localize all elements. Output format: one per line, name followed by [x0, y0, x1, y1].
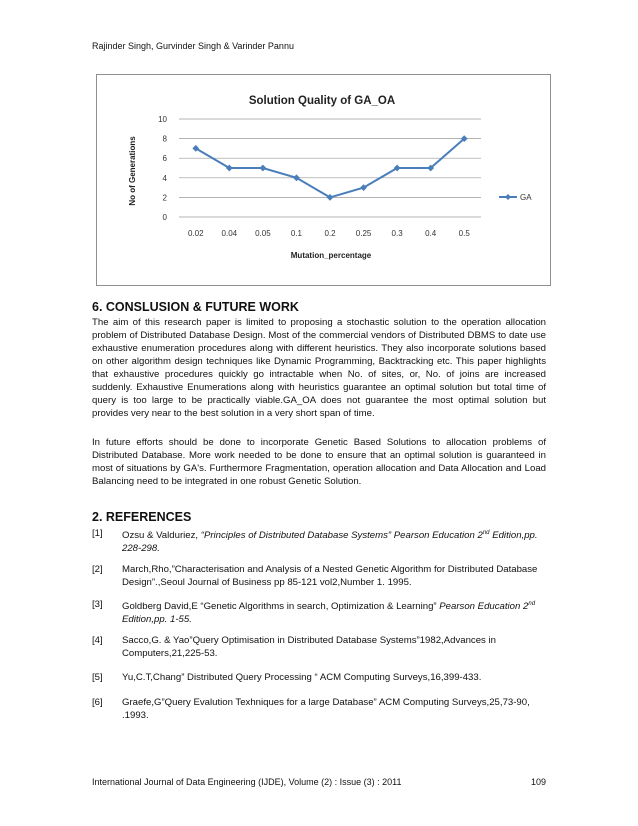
references-heading: 2. REFERENCES: [92, 510, 192, 524]
x-tick-label: 0.4: [425, 229, 437, 238]
reference-title: “Principles of Distributed Database Systems” Pearson Education 2: [200, 530, 483, 542]
reference-number: [6]: [92, 697, 103, 708]
reference-number: [2]: [92, 564, 103, 575]
legend-label: GA: [520, 193, 532, 202]
reference-item: [92, 598, 546, 626]
reference-authors: Ozsu & Valduriez,: [122, 530, 201, 542]
reference-number: [3]: [92, 599, 103, 610]
reference-text: March,Rho,”Characterisation and Analysis of a Nested Genetic Algorithm for Distributed Database Design”.,Seoul Journal of Business pp 85-121 vol2,Number 1. 1995.: [122, 564, 538, 588]
x-axis-label: Mutation_percentage: [290, 251, 372, 260]
y-axis-label: No of Generations: [128, 136, 137, 206]
chart-svg: [97, 75, 552, 287]
reference-edition: Edition,pp. 228-298.: [122, 530, 538, 555]
x-tick-label: 0.3: [391, 229, 403, 238]
x-tick-label: 0.04: [221, 229, 238, 238]
x-tick-label: 0.02: [187, 229, 204, 238]
reference-number: [4]: [92, 635, 103, 646]
series-line: [196, 139, 464, 198]
reference-superscript: nd: [482, 530, 490, 536]
reference-superscript: nd: [528, 601, 536, 607]
y-tick-label: 2: [162, 193, 167, 203]
page-number: 109: [530, 777, 546, 787]
x-tick-label: 0.25: [355, 229, 372, 238]
y-tick-label: 4: [162, 173, 167, 183]
y-tick-label: 8: [162, 134, 167, 144]
data-point: [259, 165, 266, 172]
reference-edition: Edition,pp. 1-55.: [122, 614, 192, 626]
reference-authors: Goldberg David,E “Genetic Algorithms in search, Optimization & Learning”: [122, 601, 440, 613]
conclusion-heading: 6. CONSLUSION & FUTURE WORK: [92, 300, 299, 314]
x-tick-label: 0.2: [324, 229, 336, 238]
page-footer: [92, 777, 546, 787]
reference-number: [1]: [92, 528, 103, 539]
x-tick-label: 0.1: [290, 229, 303, 238]
line-chart: [96, 74, 551, 286]
reference-item: [92, 671, 546, 684]
conclusion-paragraph-2: In future efforts should be done to incorporate Genetic Based Solutions to allocation problems of Distributed Database. More work needed to be done to ensure that an optimal solution is guaranteed in most of situations by GA's. Furthermore Fragmentation, operation allocation and Data Allocation and Load Balancing need to be integrated in one robust Genetic Solution.: [92, 437, 546, 487]
x-tick-label: 0.5: [458, 229, 470, 238]
y-tick-label: 10: [158, 115, 167, 124]
reference-item: [92, 563, 546, 589]
reference-text: Graefe,G”Query Evalution Texhniques for a large Database” ACM Computing Surveys,25,73-90, .1993.: [122, 697, 530, 721]
conclusion-paragraph-1: The aim of this research paper is limited to proposing a stochastic solution to the operation allocation problem of Distributed Database Design. Most of the commercial vendors of Distributed DBMS to date use exhaustive enumeration procedures along with different heuristics. They also incorporate solutions based on other algorithm design techniques like Dynamic Programming, Backtracking etc. This paper highlights that exhaustive procedures quickly go intractable when No. of sites, or, No. of joins are increased suddenly. Exhaustive Enumerations along with heuristics guarantee an optimal solution but total time of query is too large to be practically viable.GA_OA does not guarantee the most optimal solution but provides very near to the best solution in a very short span of time.: [92, 317, 546, 419]
running-header: Rajinder Singh, Gurvinder Singh & Varinder Pannu: [92, 41, 294, 51]
reference-item: [92, 527, 546, 555]
reference-number: [5]: [92, 672, 103, 683]
y-tick-label: 6: [162, 154, 167, 164]
legend-marker: [505, 194, 511, 200]
x-tick-label: 0.05: [255, 229, 271, 238]
reference-text: Yu,C.T,Chang” Distributed Query Processing “ ACM Computing Surveys,16,399-433.: [122, 672, 482, 683]
reference-text: Sacco,G. & Yao”Query Optimisation in Distributed Database Systems”1982,Advances in Computers,21,225-53.: [122, 635, 496, 659]
reference-item: [92, 634, 546, 660]
reference-item: [92, 696, 546, 722]
reference-title: Pearson Education 2: [439, 601, 529, 613]
y-tick-label: 0: [162, 213, 167, 222]
chart-title: Solution Quality of GA_OA: [248, 95, 396, 107]
footer-journal: International Journal of Data Engineering (IJDE), Volume (2) : Issue (3) : 2011: [92, 777, 402, 787]
